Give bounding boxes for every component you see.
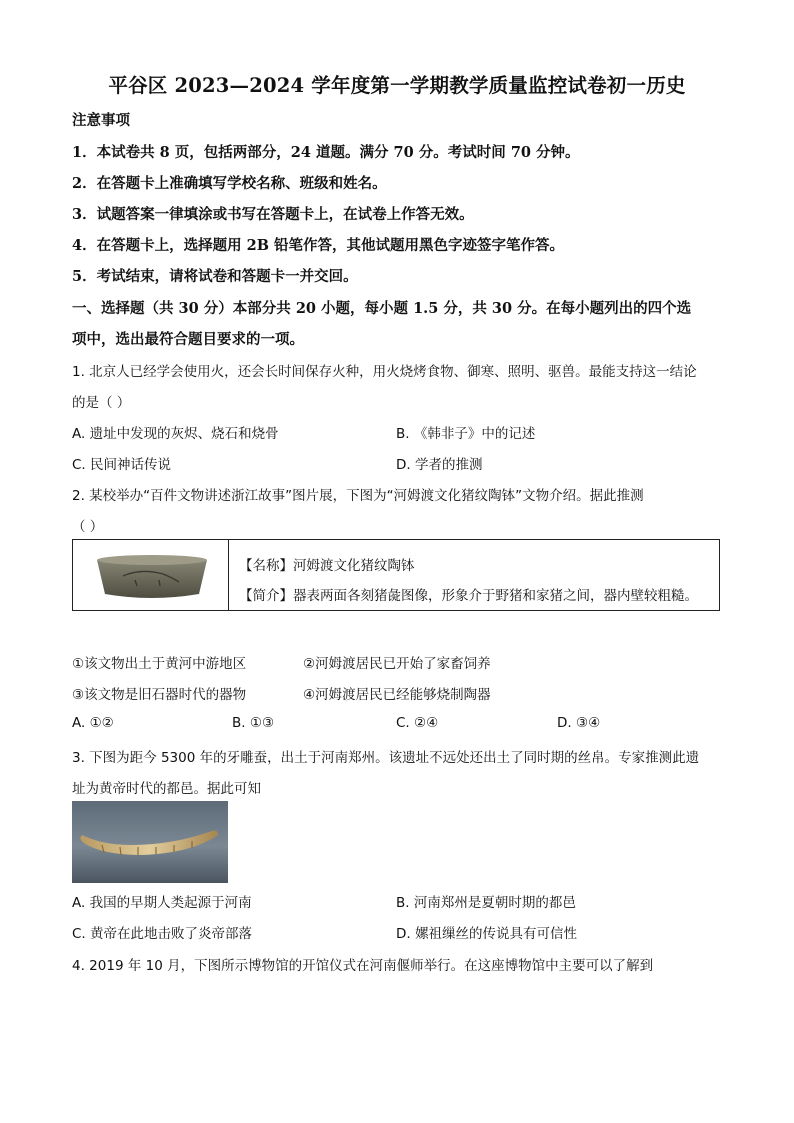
question-4-stem-line1: 4. 2019 年 10 月，下图所示博物馆的开馆仪式在河南偃师举行。在这座博物馆中主要可以了解到 xyxy=(72,958,654,974)
page-title: 平谷区 2023—2024 学年度第一学期教学质量监控试卷初一历史 xyxy=(108,74,686,97)
note-item-5: 5．考试结束，请将试卷和答题卡一并交回。 xyxy=(72,268,358,285)
question-3-stem-line1: 3. 下图为距今 5300 年的牙雕蚕，出土于河南郑州。该遗址不远处还出土了同时期的丝帛。专家推测此遗 xyxy=(72,750,700,766)
question-2-statement-2: ②河姆渡居民已开始了家畜饲养 xyxy=(303,656,491,672)
question-2-statement-4: ④河姆渡居民已经能够烧制陶器 xyxy=(303,687,491,703)
question-1-option-c[interactable]: C. 民间神话传说 xyxy=(72,457,172,473)
section-heading-line1: 一、选择题（共 30 分）本部分共 20 小题，每小题 1.5 分，共 30 分。在每小题列出的四个选 xyxy=(72,300,692,317)
question-1-stem-line1: 1. 北京人已经学会使用火，还会长时间保存火种，用火烧烤食物、御寒、照明、驱兽。最能支持这一结论 xyxy=(72,364,697,380)
note-item-1: 1．本试卷共 8 页，包括两部分，24 道题。满分 70 分。考试时间 70 分钟。 xyxy=(72,144,580,161)
note-item-4: 4．在答题卡上，选择题用 2B 铅笔作答，其他试题用黑色字迹签字笔作答。 xyxy=(72,237,565,254)
notes-heading: 注意事项 xyxy=(72,112,130,129)
artifact-name: 【名称】河姆渡文化猪纹陶钵 xyxy=(239,558,415,574)
question-3-stem-line2: 址为黄帝时代的都邑。据此可知 xyxy=(72,781,261,797)
ivory-silkworm-image xyxy=(72,801,228,883)
question-2-statement-3: ③该文物是旧石器时代的器物 xyxy=(72,687,247,703)
question-2-option-b[interactable]: B. ①③ xyxy=(232,715,275,731)
artifact-info-table xyxy=(72,539,720,611)
question-1-stem-line2: 的是（ ） xyxy=(72,395,131,411)
question-2-option-c[interactable]: C. ②④ xyxy=(396,715,439,731)
table-divider xyxy=(228,540,229,610)
question-2-option-a[interactable]: A. ①② xyxy=(72,715,114,731)
question-3-option-a[interactable]: A. 我国的早期人类起源于河南 xyxy=(72,895,252,911)
note-item-3: 3．试题答案一律填涂或书写在答题卡上，在试卷上作答无效。 xyxy=(72,206,474,223)
question-1-option-a[interactable]: A. 遗址中发现的灰烬、烧石和烧骨 xyxy=(72,426,279,442)
question-1-option-d[interactable]: D. 学者的推测 xyxy=(396,457,483,473)
question-2-stem-line1: 2. 某校举办“百件文物讲述浙江故事”图片展，下图为“河姆渡文化猪纹陶钵”文物介绍。据此推测 xyxy=(72,488,644,504)
question-1-option-b[interactable]: B. 《韩非子》中的记述 xyxy=(396,426,536,442)
question-2-statement-1: ①该文物出土于黄河中游地区 xyxy=(72,656,247,672)
artifact-intro: 【简介】器表两面各刻猪彘图像，形象介于野猪和家猪之间，器内壁较粗糙。 xyxy=(239,588,698,604)
note-item-2: 2．在答题卡上准确填写学校名称、班级和姓名。 xyxy=(72,175,387,192)
question-3-option-b[interactable]: B. 河南郑州是夏朝时期的都邑 xyxy=(396,895,576,911)
question-3-option-c[interactable]: C. 黄帝在此地击败了炎帝部落 xyxy=(72,926,253,942)
question-2-stem-line2: （ ） xyxy=(72,519,104,535)
section-heading-line2: 项中，选出最符合题目要求的一项。 xyxy=(72,331,304,348)
question-3-option-d[interactable]: D. 嫘祖缫丝的传说具有可信性 xyxy=(396,926,577,942)
pottery-bowl-image xyxy=(83,550,219,602)
question-2-option-d[interactable]: D. ③④ xyxy=(557,715,601,731)
